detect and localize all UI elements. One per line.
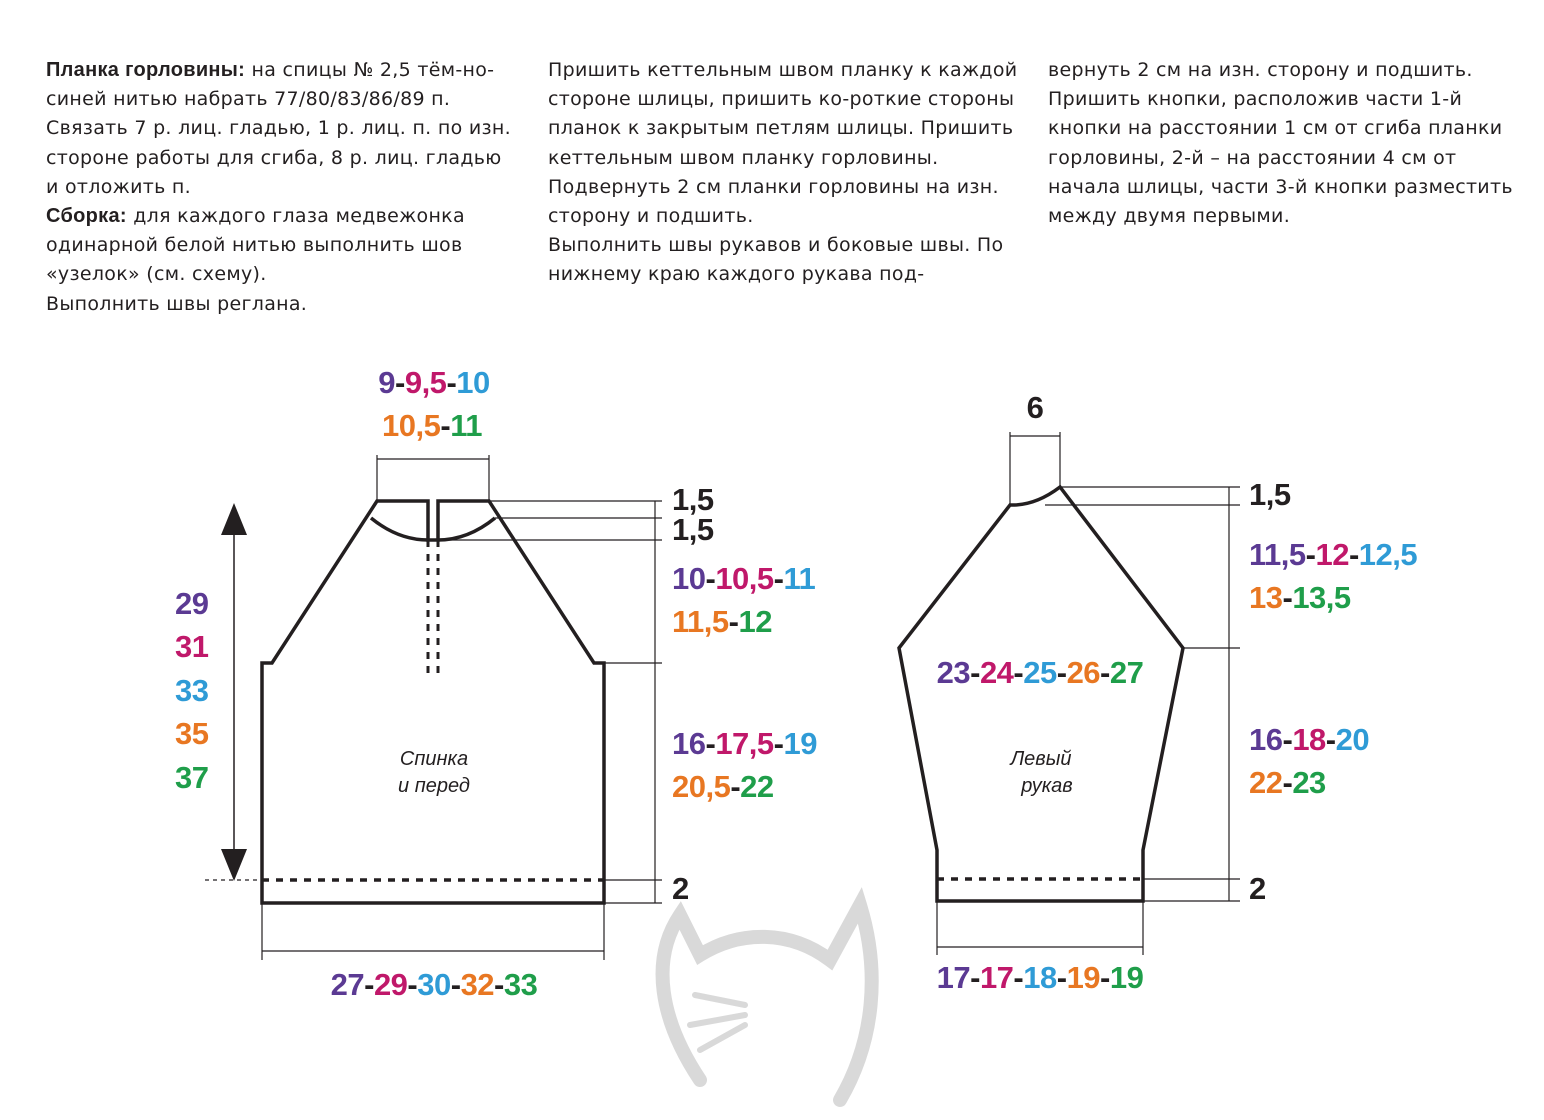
- sleeve-outline: [899, 487, 1183, 901]
- side-seams-text: Выполнить швы рукавов и боковые швы. По нижнему краю каждого рукава под-: [548, 234, 1004, 286]
- value-segment: 11,5: [672, 604, 729, 639]
- value-segment: -: [1282, 722, 1293, 757]
- value-segment: 27: [330, 967, 365, 1002]
- side-height-row1: [672, 726, 817, 761]
- value-segment: 16: [1249, 722, 1283, 757]
- value-segment: -: [440, 408, 451, 443]
- value-segment: 11: [450, 408, 482, 443]
- body-outline: [262, 501, 604, 903]
- value-segment: 24: [979, 655, 1014, 690]
- value-segment: 19: [1109, 960, 1144, 995]
- value-segment: 33: [503, 967, 538, 1002]
- sleeve-upper-width: [937, 655, 1144, 690]
- sleeve-piece: [899, 390, 1417, 995]
- sleeve-top-width: 6: [1026, 390, 1044, 425]
- arrow-up-icon: [221, 503, 247, 535]
- total-height-3: 33: [175, 673, 209, 708]
- value-segment: -: [728, 604, 739, 639]
- body-label-1: Спинка: [399, 748, 469, 770]
- value-segment: -: [773, 726, 784, 761]
- cat-head-logo: [663, 905, 872, 1100]
- value-segment: 19: [783, 726, 817, 761]
- neck-depth-1: 1,5: [672, 482, 714, 517]
- value-segment: -: [730, 769, 741, 804]
- value-segment: -: [705, 726, 716, 761]
- value-segment: 23: [936, 655, 971, 690]
- arrow-down-icon: [221, 849, 247, 881]
- value-segment: -: [446, 365, 457, 400]
- raglan-seams-text: Выполнить швы реглана.: [46, 292, 308, 315]
- value-segment: -: [407, 967, 418, 1002]
- value-segment: 10: [672, 561, 706, 596]
- value-segment: 9: [378, 365, 395, 400]
- value-segment: 19: [1066, 960, 1101, 995]
- value-segment: -: [1100, 960, 1110, 995]
- value-segment: -: [494, 967, 504, 1002]
- sleeve-cap-depth: 1,5: [1249, 477, 1291, 512]
- buttons-text: вернуть 2 см на изн. сторону и подшить. Пришить кнопки, расположив части 1-й кнопки на расстоянии 1 см от сгиба планки горловины, 2-й – на расстоянии 4 см от начала шлицы, части 3-й кнопки разместить между двумя первыми.: [1048, 59, 1513, 228]
- value-segment: 32: [460, 967, 495, 1002]
- value-segment: -: [970, 655, 980, 690]
- value-segment: -: [1282, 765, 1293, 800]
- value-segment: 25: [1023, 655, 1057, 690]
- value-segment: 29: [373, 967, 408, 1002]
- value-segment: -: [1013, 655, 1024, 690]
- total-height-values: [175, 586, 209, 795]
- raglan-height-row1: [672, 561, 816, 596]
- sleeve-label-1: Левый: [1010, 748, 1072, 770]
- side-height-row2: [672, 769, 774, 804]
- value-segment: 22: [1249, 765, 1283, 800]
- value-segment: 12: [738, 604, 772, 639]
- value-segment: 13,5: [1292, 580, 1351, 615]
- value-segment: 18: [1023, 960, 1057, 995]
- value-segment: 17: [979, 960, 1014, 995]
- value-segment: 17,5: [715, 726, 774, 761]
- value-segment: 18: [1292, 722, 1326, 757]
- value-segment: 9,5: [404, 365, 447, 400]
- neckband-heading: Планка горловины:: [46, 59, 246, 81]
- value-segment: -: [1100, 655, 1110, 690]
- body-width-values: [331, 967, 538, 1002]
- sleeve-label-2: рукав: [1021, 775, 1073, 797]
- sleeve-length-row2: [1249, 765, 1326, 800]
- total-height-5: 37: [175, 760, 209, 795]
- value-segment: -: [1305, 537, 1316, 572]
- value-segment: 12,5: [1358, 537, 1418, 572]
- neck-width-row1: [378, 365, 490, 400]
- value-segment: 10,5: [715, 561, 774, 596]
- value-segment: 23: [1292, 765, 1326, 800]
- total-height-2: 31: [175, 629, 209, 664]
- value-segment: 22: [740, 769, 774, 804]
- sleeve-hem-value: 2: [1249, 871, 1266, 906]
- total-height-1: 29: [175, 586, 209, 621]
- value-segment: -: [1056, 655, 1067, 690]
- total-height-4: 35: [175, 716, 209, 751]
- value-segment: -: [773, 561, 784, 596]
- value-segment: -: [1348, 537, 1359, 572]
- sleeve-length-row1: [1249, 722, 1369, 757]
- sewing-text: Пришить кеттельным швом планку к каждой стороне шлицы, пришить ко-роткие стороны планок к закрытым петлям шлицы. Пришить кеттельным швом планку горловины. Подвернуть 2 см планки горловины на изн. сторону и подшить.: [548, 59, 1018, 228]
- body-neckline-curve: [371, 518, 495, 540]
- value-segment: 17: [936, 960, 971, 995]
- value-segment: 10: [456, 365, 490, 400]
- value-segment: -: [1325, 722, 1336, 757]
- sleeve-cuff-width: [937, 960, 1144, 995]
- value-segment: 16: [672, 726, 706, 761]
- value-segment: -: [395, 365, 405, 400]
- value-segment: 11,5: [1249, 537, 1306, 572]
- value-segment: 30: [417, 967, 451, 1002]
- raglan-height-row2: [672, 604, 772, 639]
- body-label-2: и перед: [398, 775, 470, 797]
- value-segment: -: [1056, 960, 1067, 995]
- value-segment: 27: [1109, 655, 1144, 690]
- value-segment: -: [450, 967, 461, 1002]
- value-segment: 20: [1335, 722, 1370, 757]
- sleeve-cap-height-row1: [1249, 537, 1417, 572]
- value-segment: 12: [1315, 537, 1349, 572]
- value-segment: 20,5: [672, 769, 731, 804]
- body-hem-value: 2: [672, 871, 689, 906]
- value-segment: -: [705, 561, 716, 596]
- value-segment: -: [1013, 960, 1024, 995]
- body-piece: [175, 365, 817, 1002]
- value-segment: 26: [1066, 655, 1101, 690]
- value-segment: -: [364, 967, 374, 1002]
- sleeve-cap-height-row2: [1249, 580, 1351, 615]
- value-segment: 11: [783, 561, 816, 596]
- assembly-text: для каждого глаза медвежонка одинарной белой нитью выполнить шов «узелок» (см. схему).: [46, 205, 465, 286]
- neck-depth-2: 1,5: [672, 512, 714, 547]
- assembly-heading: Сборка:: [46, 205, 127, 228]
- value-segment: -: [1282, 580, 1293, 615]
- value-segment: 13: [1249, 580, 1283, 615]
- neck-width-row2: [382, 408, 482, 443]
- neckband-text: на спицы № 2,5 тём-но-синей нитью набрать 77/80/83/86/89 п. Связать 7 р. лиц. гладью, 1 р. лиц. п. по изн. стороне работы для сгиба, 8 р. лиц. гладью и отложить п.: [46, 59, 511, 198]
- value-segment: 10,5: [382, 408, 441, 443]
- value-segment: -: [970, 960, 980, 995]
